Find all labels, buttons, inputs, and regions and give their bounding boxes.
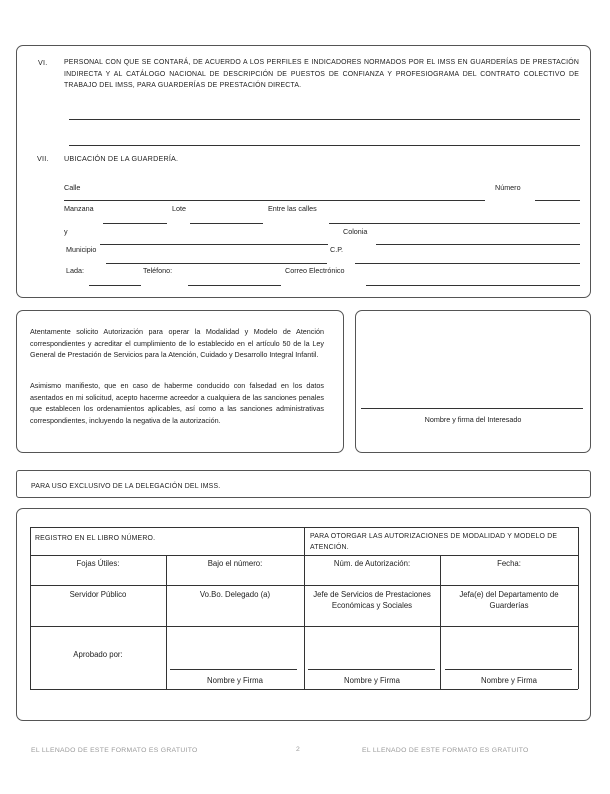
correo-label: Correo Electrónico xyxy=(285,266,345,275)
section-vii-number: VII. xyxy=(37,154,49,163)
personnel-line-1[interactable] xyxy=(69,119,580,120)
municipio-field[interactable] xyxy=(106,263,327,264)
cp-field[interactable] xyxy=(355,263,580,264)
calle-field[interactable] xyxy=(64,200,485,201)
aprobado-por-label: Aprobado por: xyxy=(73,650,123,659)
telefono-field[interactable] xyxy=(188,285,281,286)
footer-left: EL LLENADO DE ESTE FORMATO ES GRATUITO xyxy=(31,747,198,754)
page-number: 2 xyxy=(296,746,301,753)
sign-label-1: Nombre y Firma xyxy=(207,676,263,685)
calle-label: Calle xyxy=(64,183,81,192)
colonia-label: Colonia xyxy=(343,227,368,236)
lada-field[interactable] xyxy=(89,285,141,286)
y-field[interactable] xyxy=(100,244,328,245)
section-vi-number: VI. xyxy=(38,58,48,67)
lada-label: Lada: xyxy=(66,266,84,275)
jefe-guarderias-cell: Jefa(e) del Departamento de Guarderías xyxy=(459,590,559,610)
correo-field[interactable] xyxy=(366,285,580,286)
manzana-field[interactable] xyxy=(103,223,167,224)
signature-box xyxy=(355,310,591,453)
municipio-label: Municipio xyxy=(66,245,97,254)
telefono-label: Teléfono: xyxy=(143,266,173,275)
colonia-field[interactable] xyxy=(376,244,580,245)
servidor-publico-cell: Servidor Público xyxy=(69,590,127,599)
declaration-paragraph-2: Asimismo manifiesto, que en caso de haberme conducido con falsedad en los datos asentados en mi solicitud, acepto hacerme acreedor a cualquiera de las sanciones penales que establecen los ordenamientos aplicables, así como a las sanciones administrativas correspondientes, incluyendo la negativa de la autorización. xyxy=(30,381,324,425)
numero-label: Número xyxy=(495,183,521,192)
manzana-label: Manzana xyxy=(64,204,94,213)
personnel-line-2[interactable] xyxy=(69,145,580,146)
delegation-label: PARA USO EXCLUSIVO DE LA DELEGACIÓN DEL IMSS. xyxy=(31,483,221,490)
sign-line-1[interactable] xyxy=(170,669,297,670)
num-autorizacion-cell: Núm. de Autorización: xyxy=(333,559,411,568)
sign-label-3: Nombre y Firma xyxy=(481,676,537,685)
registry-left-header: REGISTRO EN EL LIBRO NÚMERO. xyxy=(35,535,156,542)
bajo-numero-cell: Bajo el número: xyxy=(207,559,263,568)
lote-label: Lote xyxy=(172,204,186,213)
declaration-paragraph-1: Atentamente solicito Autorización para operar la Modalidad y Modelo de Atención correspondientes y acreditar el cumplimiento de lo establecido en el artículo 50 de la Ley General de Prestación de Servicios para la Atención, Cuidado y Desarrollo Integral Infantil. xyxy=(30,327,324,359)
fecha-cell: Fecha: xyxy=(497,559,521,568)
sign-line-2[interactable] xyxy=(308,669,435,670)
entre-calles-field[interactable] xyxy=(329,223,580,224)
jefe-servicios-cell: Jefe de Servicios de Prestaciones Económicas y Sociales xyxy=(313,590,431,610)
signature-label: Nombre y firma del Interesado xyxy=(424,415,522,424)
section-vii-title: UBICACIÓN DE LA GUARDERÍA. xyxy=(64,154,179,163)
vobo-delegado-cell: Vo.Bo. Delegado (a) xyxy=(199,590,271,599)
cp-label: C.P. xyxy=(330,245,344,254)
section-vi-text: PERSONAL CON QUE SE CONTARÁ, DE ACUERDO A LOS PERFILES E INDICADORES NORMADOS POR EL IMSS EN GUARDERÍAS DE PRESTACIÓN INDIRECTA Y AL CATÁLOGO NACIONAL DE DESCRIPCIÓN DE PUESTOS DE CONFIANZA Y PROFESIOGRAMA DEL CONTRATO COLECTIVO DE TRABAJO DEL IMSS, PARA GUARDERÍAS DE PRESTACIÓN DIRECTA. xyxy=(64,59,579,89)
sign-label-2: Nombre y Firma xyxy=(344,676,400,685)
sign-line-3[interactable] xyxy=(445,669,572,670)
signature-line[interactable] xyxy=(361,408,583,409)
entre-calles-label: Entre las calles xyxy=(268,204,317,213)
numero-field[interactable] xyxy=(535,200,580,201)
fojas-utiles-cell: Fojas Útiles: xyxy=(76,559,120,568)
registry-right-header: PARA OTORGAR LAS AUTORIZACIONES DE MODALIDAD Y MODELO DE ATENCIÓN. xyxy=(310,533,558,551)
lote-field[interactable] xyxy=(190,223,263,224)
footer-right: EL LLENADO DE ESTE FORMATO ES GRATUITO xyxy=(362,747,529,754)
y-label: y xyxy=(64,227,68,236)
